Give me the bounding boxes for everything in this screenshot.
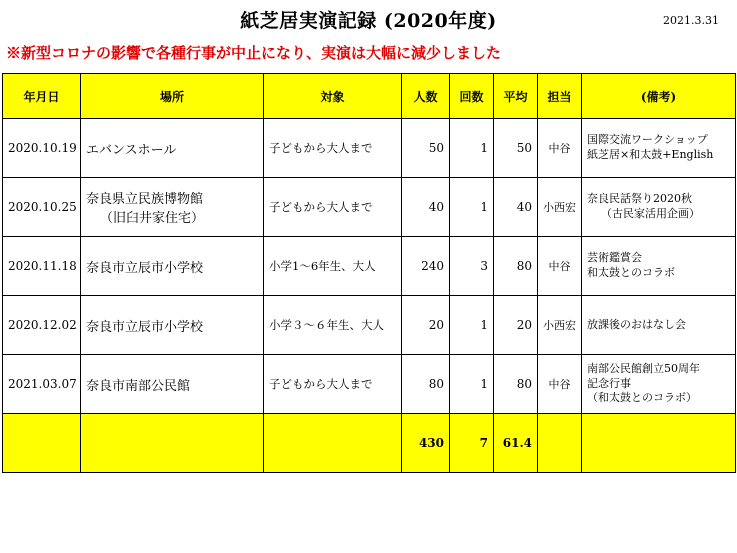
- cell-count: 3: [450, 237, 494, 296]
- cell-charge: 中谷: [538, 237, 582, 296]
- note-line: 奈良民話祭り2020秋: [587, 192, 692, 206]
- cell-date: 2021.03.07: [3, 355, 81, 414]
- cell-date: 2020.10.25: [3, 178, 81, 237]
- cell-target: 子どもから大人まで: [264, 355, 402, 414]
- place-line: 奈良市立辰市小学校: [86, 260, 204, 276]
- cell-people: 20: [402, 296, 450, 355]
- cell-note: [582, 296, 736, 355]
- cell-note: [582, 237, 736, 296]
- totals-row: [3, 414, 736, 473]
- cell-people: 40: [402, 178, 450, 237]
- note-line: 芸術鑑賞会: [587, 251, 642, 265]
- cell-target: 子どもから大人まで: [264, 178, 402, 237]
- table-row: [3, 119, 736, 178]
- cell-date: 2020.12.02: [3, 296, 81, 355]
- cell-charge: 中谷: [538, 355, 582, 414]
- note-line: （古民家活用企画）: [601, 207, 700, 220]
- cell-people: 240: [402, 237, 450, 296]
- cell-empty: [264, 414, 402, 473]
- note-line: 記念行事: [587, 376, 631, 390]
- header-target: 対象: [264, 74, 402, 119]
- total-average: 61.4: [494, 414, 538, 473]
- table-row: [3, 355, 736, 414]
- performance-table: [2, 73, 736, 473]
- cell-empty: [582, 414, 736, 473]
- cell-target: 小学1～6年生、大人: [264, 237, 402, 296]
- place-line: 奈良市立辰市小学校: [86, 319, 204, 335]
- table-row: [3, 237, 736, 296]
- cell-average: 80: [494, 355, 538, 414]
- header-average: 平均: [494, 74, 538, 119]
- header-count: 回数: [450, 74, 494, 119]
- cell-average: 20: [494, 296, 538, 355]
- cell-charge: 小西宏: [538, 178, 582, 237]
- note-line: 南部公民館創立50周年: [587, 361, 700, 375]
- place-line: 奈良市南部公民館: [86, 378, 191, 394]
- cell-empty: [81, 414, 264, 473]
- header-date: 年月日: [3, 74, 81, 119]
- covid-notice: ※新型コロナの影響で各種行事が中止になり、実演は大幅に減少しました: [6, 44, 502, 62]
- note-line: 紙芝居×和太鼓+English: [587, 148, 714, 161]
- cell-place: [81, 119, 264, 178]
- cell-place: [81, 296, 264, 355]
- cell-charge: 小西宏: [538, 296, 582, 355]
- header-row: [3, 74, 736, 119]
- cell-average: 50: [494, 119, 538, 178]
- cell-empty: [3, 414, 81, 473]
- cell-note: [582, 119, 736, 178]
- header-people: 人数: [402, 74, 450, 119]
- cell-average: 40: [494, 178, 538, 237]
- header-place: 場所: [81, 74, 264, 119]
- cell-empty: [538, 414, 582, 473]
- cell-count: 1: [450, 355, 494, 414]
- note-line: 和太鼓とのコラボ: [587, 266, 675, 279]
- note-line: （和太鼓とのコラボ）: [587, 391, 697, 405]
- table-row: [3, 178, 736, 237]
- cell-count: 1: [450, 178, 494, 237]
- document-title: 紙芝居実演記録 (2020年度): [240, 10, 497, 32]
- place-line: エバンスホール: [86, 142, 177, 158]
- cell-people: 80: [402, 355, 450, 414]
- cell-note: [582, 355, 736, 414]
- cell-charge: 中谷: [538, 119, 582, 178]
- document-date: 2021.3.31: [663, 14, 719, 27]
- cell-place: [81, 355, 264, 414]
- cell-target: 子どもから大人まで: [264, 119, 402, 178]
- cell-average: 80: [494, 237, 538, 296]
- cell-date: 2020.11.18: [3, 237, 81, 296]
- place-line: （旧臼井家住宅）: [100, 211, 205, 226]
- header-note: (備考): [582, 74, 736, 119]
- cell-date: 2020.10.19: [3, 119, 81, 178]
- cell-note: [582, 178, 736, 237]
- cell-place: [81, 237, 264, 296]
- place-line: 奈良県立民族博物館: [86, 192, 204, 207]
- cell-count: 1: [450, 296, 494, 355]
- table-row: [3, 296, 736, 355]
- cell-count: 1: [450, 119, 494, 178]
- total-count: 7: [450, 414, 494, 473]
- note-line: 放課後のおはなし会: [587, 317, 686, 331]
- cell-target: 小学３～６年生、大人: [264, 296, 402, 355]
- cell-place: [81, 178, 264, 237]
- total-people: 430: [402, 414, 450, 473]
- header-charge: 担当: [538, 74, 582, 119]
- cell-people: 50: [402, 119, 450, 178]
- note-line: 国際交流ワークショップ: [587, 133, 708, 147]
